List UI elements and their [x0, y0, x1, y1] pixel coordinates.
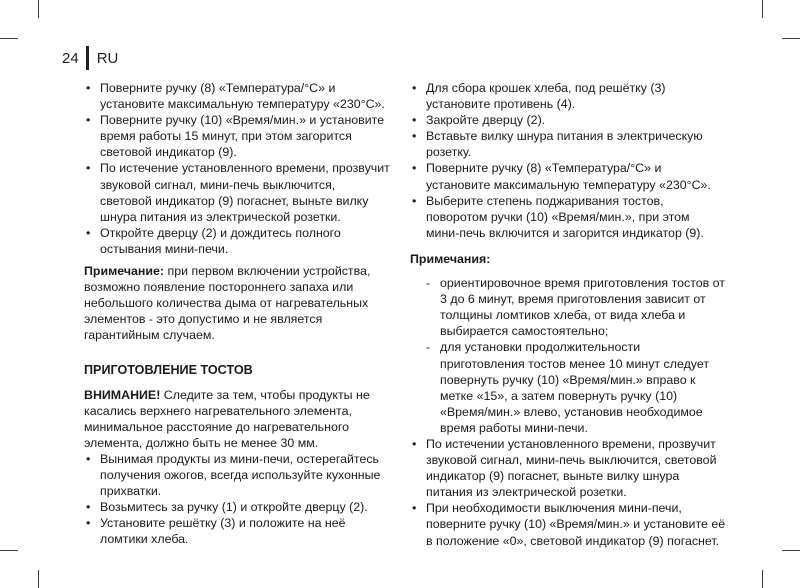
- list-item: • Поверните ручку (10) «Время/мин.» и установите время работы 15 минут, при этом загорится световой индикатор (9).: [84, 112, 390, 160]
- crop-mark-bottom-right: [762, 570, 763, 588]
- list-item: • По истечении установленного времени, прозвучит звуковой сигнал, мини-печь выключится, световой индикатор (9) погаснет, выньте вилку шнура питания из электрической розетки.: [410, 436, 726, 500]
- right-bullet-list-top: [410, 80, 726, 241]
- page-header: [62, 46, 118, 70]
- crop-mark-right-bottom: [782, 550, 800, 551]
- list-item: • При необходимости выключения мини-печи, поверните ручку (10) «Время/мин.» и установите её в положение «0», световой индикатор (9) погаснет.: [410, 500, 726, 548]
- crop-mark-left-bottom: [0, 550, 18, 551]
- list-item: • Поверните ручку (8) «Температура/°С» и установите максимальную температуру «230°С».: [410, 160, 726, 192]
- list-item: • Закройте дверцу (2).: [410, 112, 726, 128]
- header-divider: [86, 46, 89, 70]
- dash-item: - для установки продолжительности приготовления тостов менее 10 минут следует повернуть ручку (10) «Время/мин.» вправо к метке «15», а затем повернуть ручку (10) «Время/мин.» влево, установив необходимое время работы мини-печи.: [424, 339, 726, 436]
- crop-mark-right-top: [782, 38, 800, 39]
- crop-mark-top-left: [38, 0, 39, 18]
- note-paragraph: [84, 263, 390, 343]
- list-item: • Откройте дверцу (2) и дождитесь полного остывания мини-печи.: [84, 225, 390, 257]
- left-column: [84, 80, 390, 548]
- warning-paragraph: [84, 387, 390, 451]
- note-label: Примечание:: [84, 264, 165, 279]
- section-heading: ПРИГОТОВЛЕНИЕ ТОСТОВ: [84, 362, 253, 377]
- page-number: 24: [62, 49, 79, 67]
- list-item: • Возьмитесь за ручку (1) и откройте дверцу (2).: [84, 499, 390, 515]
- list-item: • Вынимая продукты из мини-печи, остерегайтесь получения ожогов, всегда используйте кухонные прихватки.: [84, 451, 390, 499]
- notes-dash-list: [424, 275, 726, 436]
- left-bullet-list-bottom: [84, 451, 390, 548]
- list-item: • Для сбора крошек хлеба, под решётку (3) установите противень (4).: [410, 80, 726, 112]
- note-text: при первом включении устройства, возможно появление постороннего запаха или небольшого количества дыма от нагревательных элементов - это допустимо и не является гарантийным случаем.: [84, 264, 371, 343]
- dash-item: - ориентировочное время приготовления тостов от 3 до 6 минут, время приготовления зависит от толщины ломтиков хлеба, от вида хлеба и выбирается самостоятельно;: [424, 275, 726, 339]
- warning-text: Следите за тем, чтобы продукты не касались верхнего нагревательного элемента, минимальное расстояние до нагревательного элемента, должно быть не менее 30 мм.: [84, 387, 370, 450]
- list-item: • Выберите степень поджаривания тостов, поворотом ручки (10) «Время/мин.», при этом мини-печь включится и загорится индикатор (9).: [410, 193, 726, 241]
- list-item: • Установите решётку (3) и положите на неё ломтики хлеба.: [84, 515, 390, 547]
- left-bullet-list-top: [84, 80, 390, 257]
- list-item: • Вставьте вилку шнура питания в электрическую розетку.: [410, 128, 726, 160]
- right-bullet-list-bottom: [410, 436, 726, 549]
- list-item: • По истечение установленного времени, прозвучит звуковой сигнал, мини-печь выключится, световой индикатор (9) погаснет, выньте вилку шнура питания из электрической розетки.: [84, 160, 390, 224]
- crop-mark-left-top: [0, 38, 18, 39]
- warning-label: ВНИМАНИЕ!: [84, 387, 161, 402]
- list-item: • Поверните ручку (8) «Температура/°С» и установите максимальную температуру «230°С».: [84, 80, 390, 112]
- notes-label: Примечания:: [410, 251, 491, 266]
- crop-mark-top-right: [762, 0, 763, 18]
- language-code: RU: [96, 49, 119, 67]
- right-column: [410, 80, 726, 549]
- crop-mark-bottom-left: [38, 570, 39, 588]
